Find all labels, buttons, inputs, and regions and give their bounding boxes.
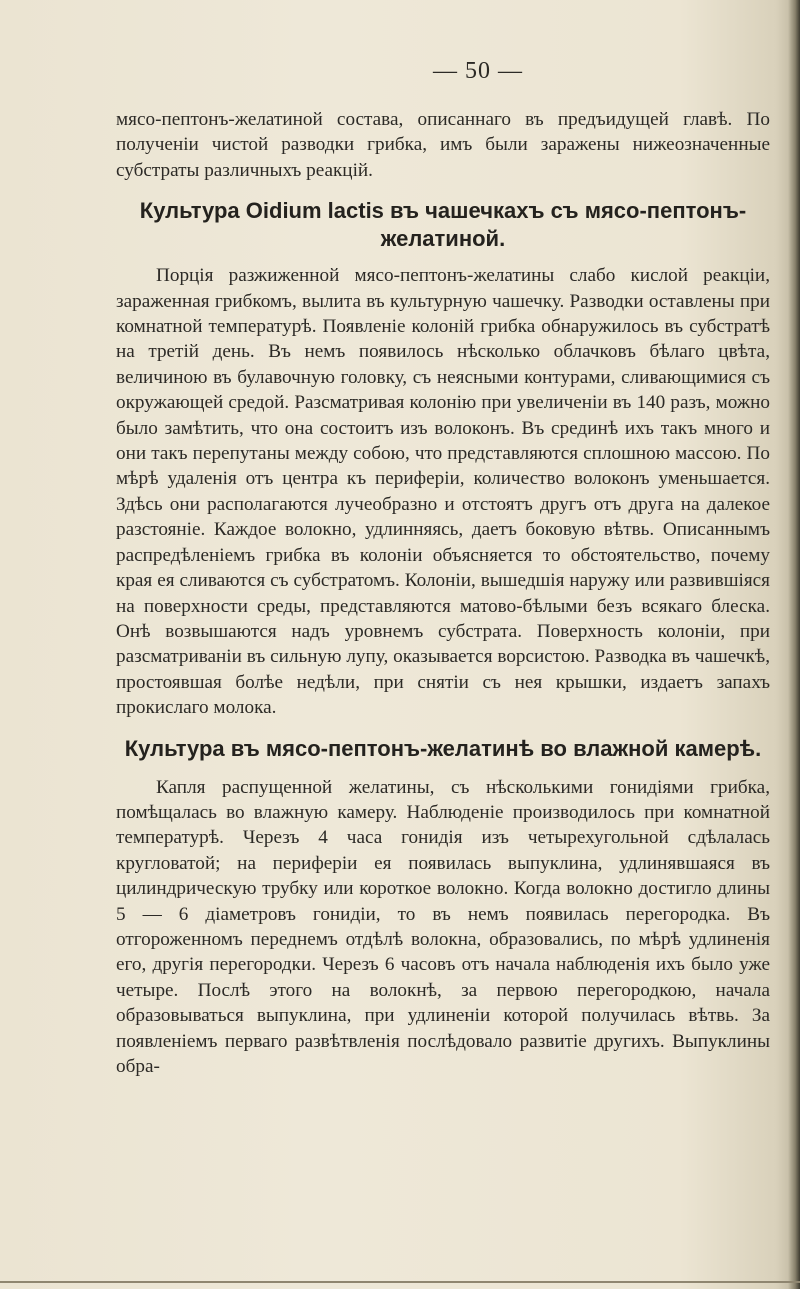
page-binding-shadow — [788, 0, 800, 1289]
page-number: — 50 — — [433, 58, 523, 84]
section-1-heading: Культура Oidium lactis въ чашечкахъ съ мясо-пептонъ-желатиной. — [139, 198, 747, 252]
bottom-rule — [0, 1281, 800, 1283]
section-2-paragraph: Капля распущенной желатины, съ нѣсколькими гонидiями грибка, помѣщалась во влажную камеру. Наблюденiе производилось при комнатной температурѣ. Черезъ 4 часа гонидiя изъ четырехугольной сдѣлалась кругловатой; на периферiи ея появилась выпуклина, удлинявшаяся въ цилиндрическую трубку или короткое волокно. Когда волокно достигло длины 5 — 6 дiаметровъ гонидiи, то въ немъ появилась перегородка. Въ отгороженномъ переднемъ отдѣлѣ волокна, образовались, по мѣрѣ удлиненiя его, другiя перегородки. Черезъ 6 часовъ отъ начала наблюденiя ихъ было уже четыре. Послѣ этого на волокнѣ, за первою перегородкою, начала образовываться выпуклина, при удлиненiи которой получилась вѣтвь. За появленiемъ перваго развѣтвленiя послѣдовало развитiе другихъ. Выпуклины обра- — [116, 776, 770, 1077]
page-content — [116, 58, 770, 1079]
section-2-heading: Культура въ мясо-пептонъ-желатинѣ во влажной камерѣ. — [124, 735, 762, 761]
section-1-paragraph: Порцiя разжиженной мясо-пептонъ-желатины слабо кислой реакцiи, зараженная грибкомъ, вылита въ культурную чашечку. Разводки оставлены при комнатной температурѣ. Появленiе колонiй грибка обнаружилось въ субстратѣ на третiй день. Въ немъ появилось нѣсколько облачковъ бѣлаго цвѣта, величиною въ булавочную головку, съ неясными контурами, сливающимися съ окружающей средой. Разсматривая колонiю при увеличенiи въ 140 разъ, можно было замѣтить, что она состоитъ изъ волоконъ. Въ срединѣ ихъ такъ много и они такъ перепутаны между собою, что представляются сплошною массою. По мѣрѣ удаленiя отъ центра къ периферiи, количество волоконъ уменьшается. Здѣсь они располагаются лучеобразно и отстоятъ другъ отъ друга на далекое разстоянiе. Каждое волокно, удлинняясь, даетъ боковую вѣтвь. Описаннымъ распредѣленiемъ грибка въ колонiи объясняется то обстоятельство, почему края ея сливаются съ субстратомъ. Колонiи, вышедшiя наружу или развившiяся на поверхности среды, представляются матово-бѣлыми безъ всякаго блеска. Онѣ возвышаются надъ уровнемъ субстрата. Поверхность колонiи, при разсматриванiи въ сильную лупу, оказывается ворсистою. Разводка въ чашечкѣ, простоявшая болѣе недѣли, при снятiи съ нея крышки, издаетъ запахъ прокислаго молока. — [116, 265, 770, 719]
intro-paragraph: мясо-пептонъ-желатиной состава, описаннаго въ предъидущей главѣ. По полученiи чистой разводки грибка, имъ были заражены нижеозначенные субстраты различныхъ реакцiй. — [116, 109, 770, 181]
